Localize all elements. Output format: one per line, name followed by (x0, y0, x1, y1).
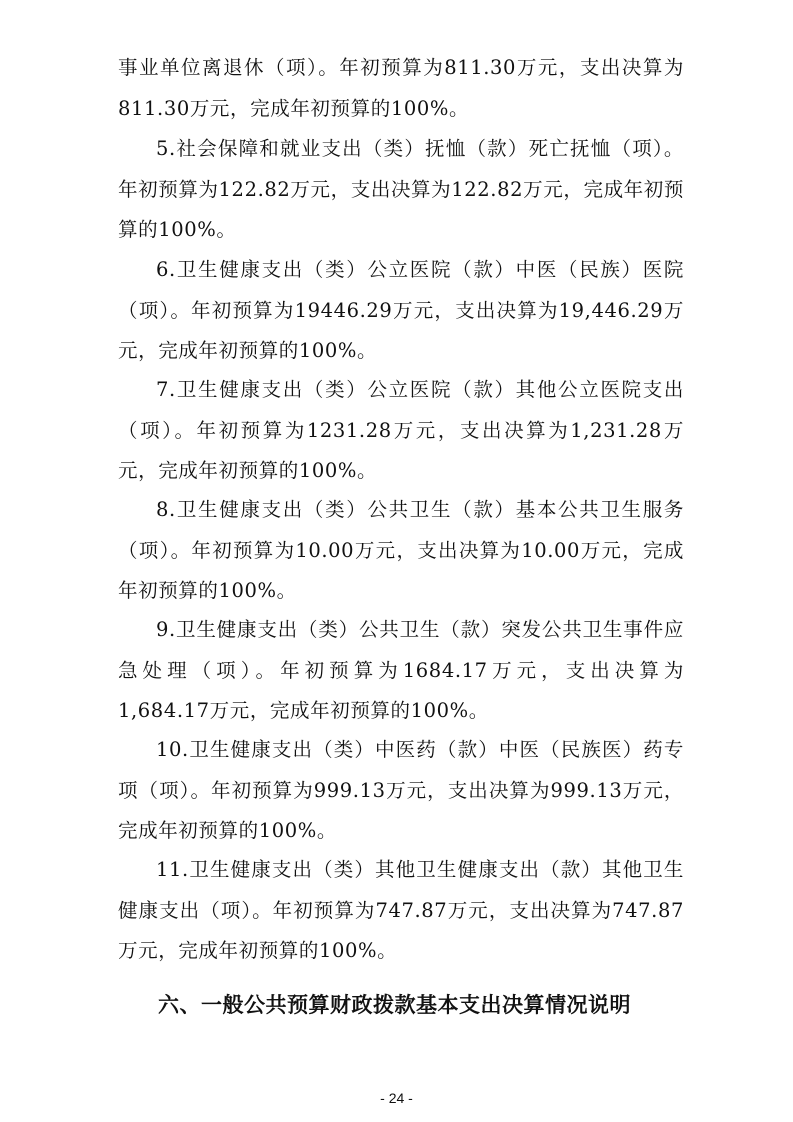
page-number: - 24 - (380, 1090, 413, 1106)
paragraph-item-7: 7.卫生健康支出（类）公立医院（款）其他公立医院支出（项）。年初预算为1231.28万元，支出决算为1,231.28万元，完成年初预算的100%。 (118, 378, 684, 482)
paragraph-item-9: 9.卫生健康支出（类）公共卫生（款）突发公共卫生事件应急处理（项）。年初预算为1684.17万元，支出决算为1,684.17万元，完成年初预算的100%。 (118, 618, 684, 722)
paragraph-item-11: 11.卫生健康支出（类）其他卫生健康支出（款）其他卫生健康支出（项）。年初预算为747.87万元，支出决算为747.87万元，完成年初预算的100%。 (118, 858, 684, 962)
paragraph-item-10: 10.卫生健康支出（类）中医药（款）中医（民族医）药专项（项）。年初预算为999.13万元，支出决算为999.13万元，完成年初预算的100%。 (118, 738, 684, 842)
section-heading: 六、一般公共预算财政拨款基本支出决算情况说明 (158, 993, 631, 1017)
paragraph-item-5: 5.社会保障和就业支出（类）抚恤（款）死亡抚恤（项）。年初预算为122.82万元，支出决算为122.82万元，完成年初预算的100%。 (118, 137, 684, 241)
paragraph-retiree-continuation: 事业单位离退休（项）。年初预算为811.30万元，支出决算为811.30万元，完成年初预算的100%。 (118, 56, 684, 120)
paragraph-item-6: 6.卫生健康支出（类）公立医院（款）中医（民族）医院（项）。年初预算为19446.29万元，支出决算为19,446.29万元，完成年初预算的100%。 (118, 258, 684, 362)
paragraph-item-8: 8.卫生健康支出（类）公共卫生（款）基本公共卫生服务（项）。年初预算为10.00万元，支出决算为10.00万元，完成年初预算的100%。 (118, 498, 684, 602)
